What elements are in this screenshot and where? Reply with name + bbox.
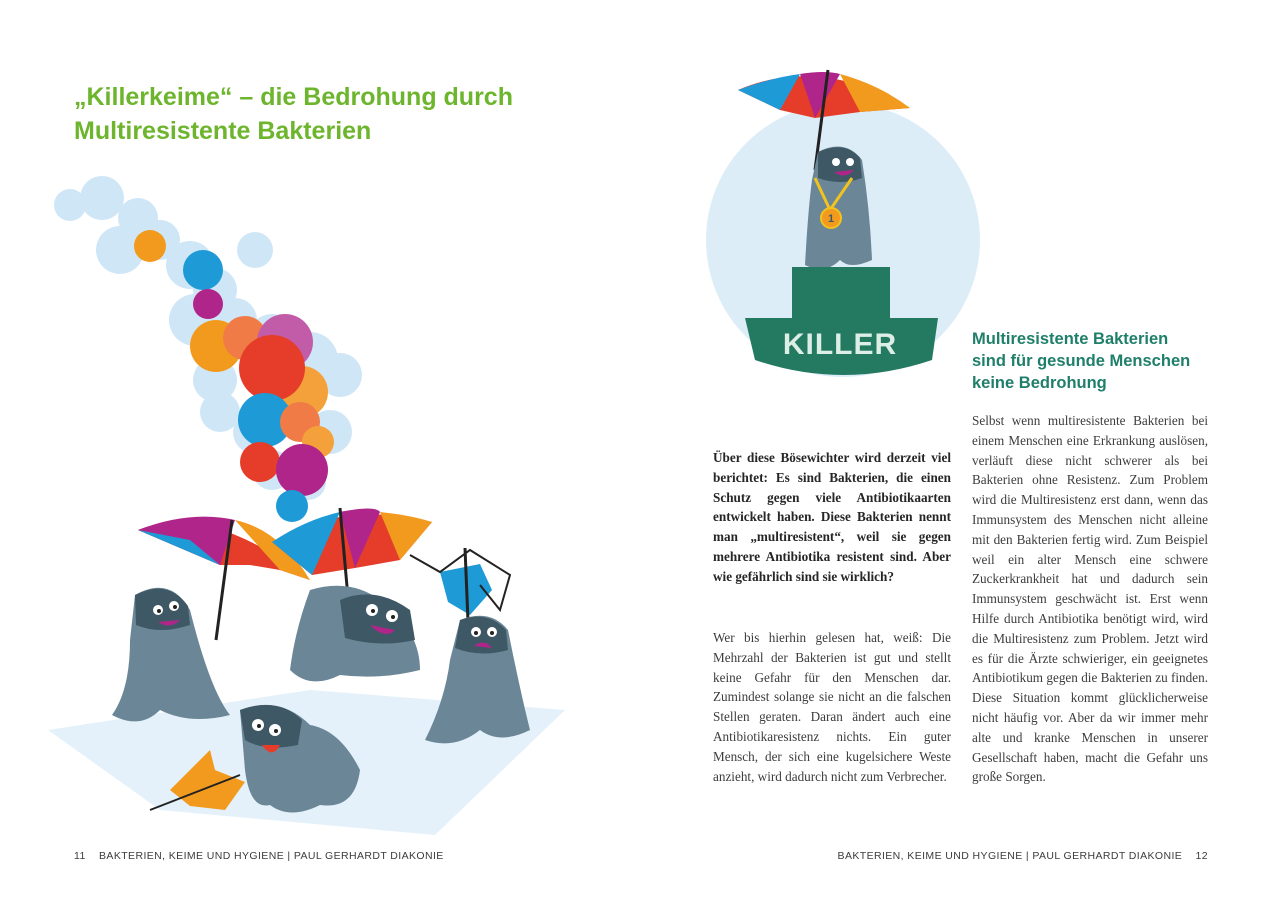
footer-left [74,850,444,862]
podium-top [792,267,890,319]
subheading-line-1: Multiresistente Bakterien [972,330,1169,348]
title-line-1: „Killerkeime“ – die Bedrohung durch [74,83,513,111]
page-number-left: 11 [74,850,86,862]
section-subheading [972,328,1212,394]
body-paragraph-2: Selbst wenn multiresistente Bakterien bei einem Menschen eine Erkrankung auslösen, verläuft diese nicht schwerer als bei Bakterien ohne Resistenz. Zum Problem wird die Multiresistenz erst dann, wenn das Immunsystem des Menschen nicht alleine mit den Bakterien fertig wird. Zum Beispiel weil ein alter Mensch eine schwere Zuckerkrankheit hat und dadurch sein Immunsystem geschwächt ist. Erst wenn Hilfe durch Antibiotika benötigt wird, wird die Multiresistenz zum Problem. Jetzt wird es für die Ärzte schwieriger, ein geeignetes Antibiotikum gegen die Bakterien zu finden. Diese Situation kommt glücklicherweise nicht häufig vor. Aber da wir immer mehr alte und kranke Menschen in unserer Gesellschaft haben, macht die Gefahr uns große Sorgen. [972,413,1208,785]
lead-text: Über diese Bösewichter wird derzeit viel berichtet: Es sind Bakterien, die einen Schutz gegen viele Antibiotikaarten entwickelt haben. Diese Bakterien nennt man „multiresistent“, weil sie gegen mehrere Antibiotika resistent sind. Aber wie gefährlich sind sie wirklich? [713,450,951,584]
subheading-line-2: sind für gesunde Menschen [972,352,1191,370]
page-number-right: 12 [1195,850,1208,862]
bacterium-1 [112,588,230,722]
footer-text-left: BAKTERIEN, KEIME UND HYGIENE | PAUL GERHARDT DIAKONIE [99,850,444,862]
body-column-2 [972,411,1208,787]
footer-right [838,850,1208,862]
body-column-1 [713,628,951,786]
medal-number: 1 [827,213,835,225]
bacterium-3 [425,616,530,744]
subheading-line-3: keine Bedrohung [972,374,1107,392]
footer-text-right: BAKTERIEN, KEIME UND HYGIENE | PAUL GERHARDT DIAKONIE [837,850,1183,862]
body-paragraph-1: Wer bis hierhin gelesen hat, weiß: Die Mehrzahl der Bakterien ist gut und stellt keine Gefahr für den Menschen dar. Zumindest solange sie nicht an die falschen Stellen geraten. Daran ändert auch eine Antibiotikaresistenz nichts. Ein guter Mensch, der sich eine kugelsichere Weste anzieht, wird dadurch nicht zum Verbrecher. [713,630,951,784]
podium-label: KILLER [782,328,898,361]
title-line-2: Multiresistente Bakterien [74,117,372,145]
page-title [74,80,594,148]
killer-podium-illustration [700,60,990,380]
lead-paragraph [713,448,951,587]
bacterium-2 [290,586,420,682]
bacteria-umbrella-illustration [40,170,580,840]
